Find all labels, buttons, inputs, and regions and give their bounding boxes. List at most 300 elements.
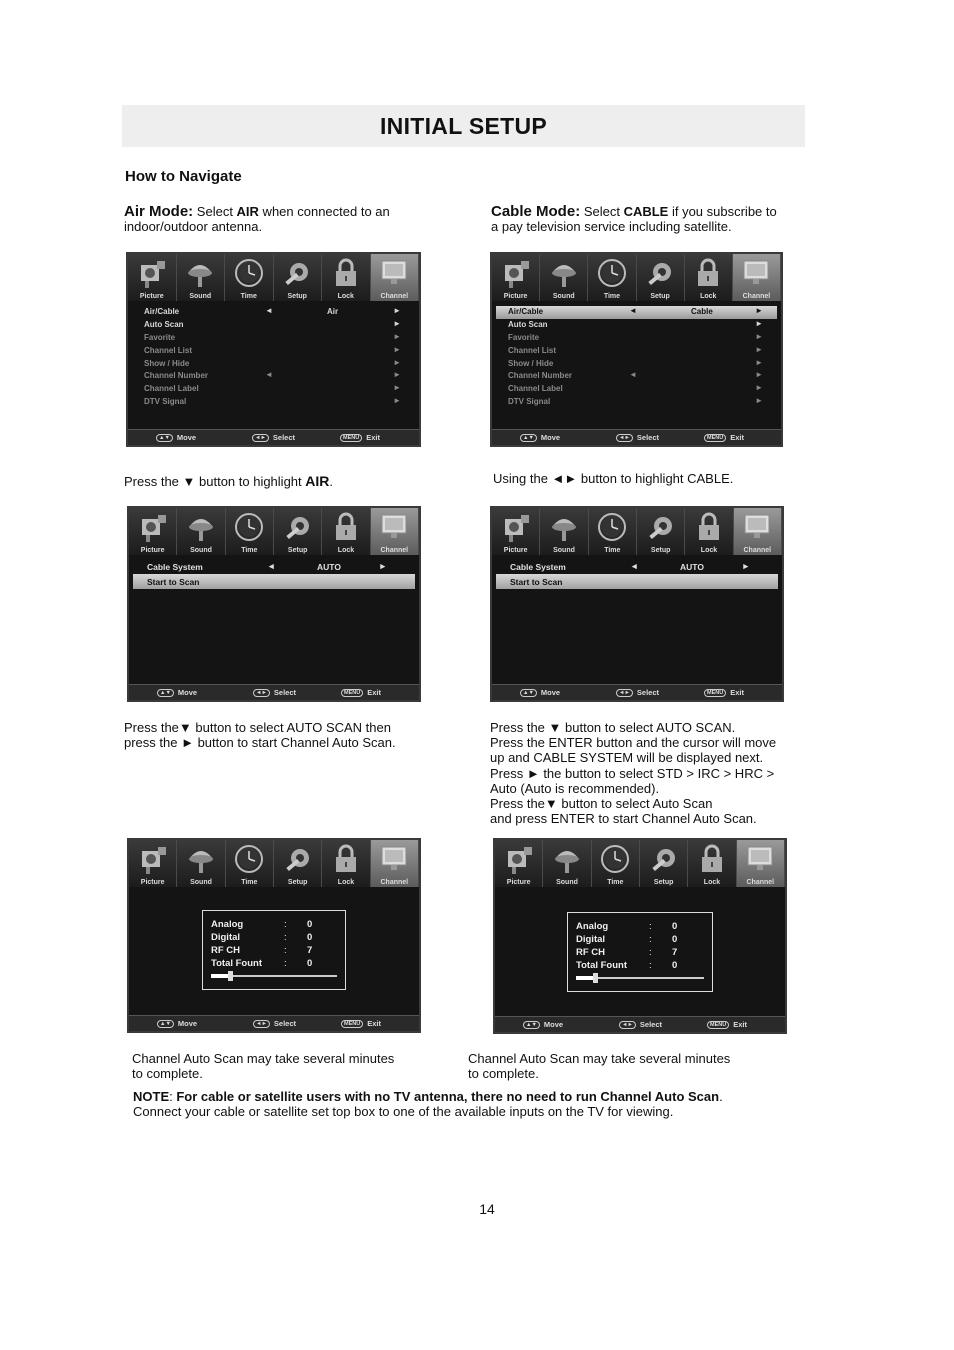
menu-item-channel-number[interactable]	[132, 370, 415, 383]
arrow-right-icon[interactable]: ►	[378, 561, 387, 571]
footer-select	[252, 433, 295, 442]
tab-setup[interactable]	[274, 254, 323, 301]
footer-exit-key-icon: MENU	[341, 1020, 363, 1028]
footer-exit	[340, 433, 380, 442]
tab-label: Setup	[287, 293, 307, 300]
time-icon	[234, 257, 264, 289]
tv-screen-air-scan-setup	[127, 506, 421, 702]
separator: :	[284, 932, 287, 943]
scan-status-value: 0	[672, 960, 678, 971]
cable-step2-line: Press the▼ button to select Auto Scan	[490, 796, 713, 812]
tab-label: Setup	[287, 879, 308, 886]
arrow-right-icon[interactable]: ►	[393, 331, 401, 341]
scan-status-box	[567, 912, 713, 992]
arrow-right-icon[interactable]: ►	[755, 344, 763, 354]
tab-lock[interactable]	[322, 840, 370, 887]
air-step3-caption: Channel Auto Scan may take several minutes to complete.	[132, 1051, 395, 1082]
menu-item-dtv-signal[interactable]	[132, 396, 415, 409]
tab-time[interactable]	[225, 254, 274, 301]
arrow-right-icon[interactable]: ►	[393, 396, 401, 406]
time-icon	[234, 511, 264, 543]
menu-item-label: DTV Signal	[508, 397, 551, 407]
picture-icon	[138, 843, 168, 875]
footer-select-label: Select	[636, 433, 659, 442]
footer-move-key-icon: ▲▼	[157, 1020, 174, 1028]
tab-channel[interactable]	[734, 508, 782, 555]
footer-select	[619, 1020, 662, 1029]
scan-status-box	[202, 910, 346, 990]
footer-exit-key-icon: MENU	[341, 689, 363, 697]
menu-item-channel-label[interactable]	[496, 383, 777, 396]
tab-setup[interactable]	[640, 840, 688, 887]
tab-setup[interactable]	[637, 254, 685, 301]
scan-status-value: 0	[307, 932, 313, 943]
tab-picture[interactable]	[492, 254, 540, 301]
arrow-left-icon[interactable]: ◄	[629, 370, 637, 380]
tab-setup[interactable]	[274, 840, 322, 887]
scan-status-value: 0	[307, 958, 313, 969]
tab-label: Sound	[189, 293, 212, 300]
air-mode-intro: Air Mode: Select AIR when connected to an indoor/outdoor antenna.	[124, 203, 390, 235]
menu-item-value: AUTO	[680, 562, 704, 572]
menu-item-label: Favorite	[508, 332, 540, 342]
arrow-right-icon[interactable]: ►	[755, 383, 763, 393]
scan-status-analog	[576, 921, 696, 933]
tab-picture[interactable]	[492, 508, 540, 555]
tv-footer	[492, 429, 781, 445]
sound-icon	[549, 257, 579, 289]
scan-status-analog	[211, 919, 331, 931]
lock-icon	[693, 257, 723, 289]
picture-icon	[138, 511, 168, 543]
tab-label: Setup	[287, 547, 308, 554]
tab-label: Sound	[556, 879, 578, 886]
note-label: NOTE	[133, 1089, 170, 1104]
tab-label: Time	[607, 879, 624, 886]
footer-exit-label: Exit	[367, 1019, 381, 1028]
tab-label: Setup	[650, 547, 671, 554]
cable-step3-caption: Channel Auto Scan may take several minutes to complete.	[468, 1051, 731, 1082]
tab-label: Lock	[337, 293, 354, 300]
menu-item-label: Channel Number	[508, 371, 573, 381]
tab-label: Picture	[503, 547, 528, 554]
channel-icon	[741, 257, 771, 289]
scan-status-rf-ch	[211, 945, 331, 957]
menu-item-channel-list[interactable]	[496, 345, 777, 358]
time-icon	[597, 257, 627, 289]
tv-menu-iconbar	[129, 840, 419, 887]
tab-time[interactable]	[226, 840, 274, 887]
footer-move-label: Move	[543, 1020, 564, 1029]
footer-move-key-icon: ▲▼	[520, 689, 537, 697]
footer-exit-key-icon: MENU	[340, 434, 362, 442]
arrow-right-icon[interactable]: ►	[393, 306, 401, 315]
tab-label: Channel	[380, 547, 409, 554]
tv-footer	[128, 429, 419, 445]
tab-label: Channel	[380, 293, 409, 300]
tab-picture[interactable]	[129, 508, 177, 555]
tv-screen-air-scanning	[127, 838, 421, 1033]
picture-icon	[501, 257, 531, 289]
tab-time[interactable]	[589, 508, 637, 555]
menu-item-label: Channel Label	[508, 384, 563, 394]
tv-menu-iconbar	[128, 254, 419, 301]
tv-screen-air-channel-menu	[126, 252, 421, 447]
cable-step2-line: up and CABLE SYSTEM will be displayed next.	[490, 750, 764, 766]
tab-lock[interactable]	[685, 254, 733, 301]
tab-sound[interactable]	[540, 508, 588, 555]
tab-label: Sound	[552, 293, 575, 300]
arrow-right-icon[interactable]: ►	[741, 561, 750, 571]
menu-item-channel-label[interactable]	[132, 383, 415, 396]
menu-item-start-to-scan[interactable]	[133, 574, 415, 589]
channel-icon	[379, 511, 409, 543]
footer-exit-key-icon: MENU	[704, 689, 726, 697]
cable-mode-intro: Cable Mode: Select CABLE if you subscribe to a pay television service including satellite.	[491, 203, 777, 235]
footer-move-key-icon: ▲▼	[156, 434, 173, 442]
menu-item-label: Show / Hide	[508, 358, 554, 368]
tab-setup[interactable]	[637, 508, 685, 555]
menu-item-label: Cable System	[147, 562, 203, 572]
arrow-right-icon[interactable]: ►	[755, 331, 763, 341]
footer-exit-label: Exit	[367, 688, 381, 697]
tab-label: Channel	[380, 879, 409, 886]
picture-icon	[137, 257, 167, 289]
tab-picture[interactable]	[129, 840, 177, 887]
tab-label: Time	[241, 547, 258, 554]
menu-item-favorite[interactable]	[132, 332, 415, 345]
air-step2-caption: Press the▼ button to select AUTO SCAN then press the ► button to start Channel Auto Scan.	[124, 720, 396, 751]
scan-status-label: Total Fount	[211, 958, 263, 969]
menu-item-channel-number[interactable]	[496, 370, 777, 383]
tab-lock[interactable]	[685, 508, 733, 555]
scan-status-rf-ch	[576, 947, 696, 959]
footer-move-key-icon: ▲▼	[520, 434, 537, 442]
tab-label: Picture	[503, 293, 528, 300]
picture-icon	[501, 511, 531, 543]
scan-status-label: Total Fount	[576, 960, 628, 971]
footer-exit	[704, 433, 744, 442]
tab-label: Lock	[700, 293, 717, 300]
menu-item-label: Channel List	[144, 345, 193, 355]
tab-label: Lock	[337, 879, 355, 886]
arrow-left-icon[interactable]: ◄	[629, 306, 637, 315]
channel-icon	[379, 843, 409, 875]
menu-item-label: Start to Scan	[510, 577, 563, 587]
footer-select-key-icon: ◄►	[616, 689, 633, 697]
scan-setup-menu-air	[133, 559, 415, 589]
tab-label: Lock	[703, 879, 721, 886]
tv-menu-iconbar	[495, 840, 785, 887]
tab-setup[interactable]	[274, 508, 322, 555]
tab-sound[interactable]	[177, 254, 226, 301]
scan-status-total-fount	[211, 958, 331, 970]
footer-exit-label: Exit	[733, 1020, 747, 1029]
tv-menu-iconbar	[129, 508, 419, 555]
cable-step2-caption	[490, 720, 820, 826]
separator: :	[649, 947, 652, 958]
footer-exit-key-icon: MENU	[704, 434, 726, 442]
tab-label: Channel	[746, 879, 775, 886]
tab-label: Time	[604, 547, 621, 554]
scan-progress-bar	[576, 977, 704, 979]
cable-step2-line: Press the ENTER button and the cursor will move	[490, 735, 777, 751]
footer-move	[156, 433, 196, 442]
tab-lock[interactable]	[688, 840, 736, 887]
menu-item-show-hide[interactable]	[496, 358, 777, 371]
tv-screen-cable-channel-menu	[490, 252, 783, 447]
menu-item-label: Show / Hide	[144, 358, 190, 368]
footer-move-label: Move	[176, 433, 197, 442]
tab-sound[interactable]	[177, 508, 225, 555]
tab-picture[interactable]	[495, 840, 543, 887]
tv-menu-iconbar	[492, 508, 782, 555]
lock-icon	[331, 511, 361, 543]
tab-label: Setup	[653, 879, 674, 886]
separator: :	[649, 921, 652, 932]
menu-item-label: Start to Scan	[147, 577, 200, 587]
menu-item-label: Channel List	[508, 345, 557, 355]
scan-status-value: 0	[307, 919, 313, 930]
menu-item-label: Channel Label	[144, 384, 199, 394]
menu-item-label: Favorite	[144, 332, 176, 342]
tab-lock[interactable]	[322, 508, 370, 555]
tab-channel[interactable]	[371, 840, 419, 887]
menu-item-label: Auto Scan	[508, 319, 548, 329]
channel-icon	[742, 511, 772, 543]
tab-label: Picture	[506, 879, 531, 886]
menu-item-cable-system[interactable]	[496, 559, 778, 574]
menu-item-label: Air/Cable	[144, 307, 180, 316]
tab-label: Channel	[742, 293, 771, 300]
arrow-left-icon[interactable]: ◄	[267, 561, 276, 571]
footer-select-label: Select	[272, 433, 295, 442]
note-line2: Connect your cable or satellite set top box to one of the available inputs on the TV for viewing.	[133, 1104, 674, 1120]
separator: :	[649, 934, 652, 945]
lock-icon	[331, 257, 361, 289]
tab-label: Channel	[743, 547, 772, 554]
tab-picture[interactable]	[128, 254, 177, 301]
note-bold-text: For cable or satellite users with no TV antenna, there no need to run Channel Auto Scan	[176, 1089, 720, 1104]
setup-icon	[283, 843, 313, 875]
arrow-left-icon[interactable]: ◄	[265, 306, 273, 315]
sound-icon	[549, 511, 579, 543]
setup-icon	[646, 511, 676, 543]
footer-select	[616, 433, 659, 442]
footer-select	[616, 688, 659, 697]
scan-status-label: Analog	[576, 921, 609, 932]
arrow-right-icon[interactable]: ►	[755, 318, 763, 328]
scan-status-value: 0	[672, 934, 678, 945]
tv-screen-cable-scanning	[493, 838, 787, 1034]
channel-menu-cable	[496, 306, 777, 409]
channel-menu-air	[132, 306, 415, 409]
tab-sound[interactable]	[177, 840, 225, 887]
time-icon	[597, 511, 627, 543]
arrow-left-icon[interactable]: ◄	[265, 370, 273, 380]
scan-status-label: RF CH	[576, 947, 606, 958]
tab-time[interactable]	[226, 508, 274, 555]
menu-item-label: Cable System	[510, 562, 566, 572]
tab-channel[interactable]	[737, 840, 785, 887]
footer-exit	[707, 1020, 747, 1029]
scan-status-digital	[211, 932, 331, 944]
tab-channel[interactable]	[371, 254, 420, 301]
cable-step2-line: Auto (Auto is recommended).	[490, 780, 660, 796]
separator: :	[284, 919, 287, 930]
separator: :	[284, 958, 287, 969]
arrow-right-icon[interactable]: ►	[393, 357, 401, 367]
arrow-right-icon[interactable]: ►	[393, 318, 401, 328]
tab-time[interactable]	[592, 840, 640, 887]
arrow-right-icon[interactable]: ►	[393, 370, 401, 380]
tab-sound[interactable]	[543, 840, 591, 887]
arrow-right-icon[interactable]: ►	[393, 344, 401, 354]
scan-status-value: 7	[672, 947, 678, 958]
menu-item-auto-scan[interactable]	[132, 319, 415, 332]
footer-move-label: Move	[540, 688, 561, 697]
footer-select-key-icon: ◄►	[619, 1021, 636, 1029]
menu-item-value: Cable	[691, 307, 713, 316]
sound-icon	[185, 257, 215, 289]
menu-item-cable-system[interactable]	[133, 559, 415, 574]
footer-move-label: Move	[177, 688, 198, 697]
arrow-left-icon[interactable]: ◄	[630, 561, 639, 571]
footer-select	[253, 688, 296, 697]
scan-progress-bar	[211, 975, 337, 977]
arrow-right-icon[interactable]: ►	[393, 383, 401, 393]
tab-label: Picture	[140, 547, 165, 554]
footer-select-label: Select	[273, 688, 296, 697]
separator: :	[284, 945, 287, 956]
arrow-right-icon[interactable]: ►	[755, 396, 763, 406]
tab-channel[interactable]	[733, 254, 781, 301]
footer-move	[520, 433, 560, 442]
sound-icon	[186, 511, 216, 543]
scan-status-label: Digital	[576, 934, 606, 945]
tab-label: Time	[241, 879, 258, 886]
footer-select-label: Select	[639, 1020, 662, 1029]
tab-label: Lock	[700, 547, 718, 554]
footer-move	[523, 1020, 563, 1029]
tab-lock[interactable]	[322, 254, 371, 301]
separator: :	[649, 960, 652, 971]
scan-status-label: Analog	[211, 919, 244, 930]
footer-select-key-icon: ◄►	[252, 434, 269, 442]
tv-footer	[492, 684, 782, 700]
footer-exit	[341, 1019, 381, 1028]
air-mode-title: Air Mode	[124, 203, 189, 220]
scan-status-value: 0	[672, 921, 678, 932]
tab-time[interactable]	[588, 254, 636, 301]
arrow-right-icon[interactable]: ►	[755, 306, 763, 315]
tab-channel[interactable]	[371, 508, 419, 555]
tv-footer	[495, 1016, 785, 1032]
menu-item-dtv-signal[interactable]	[496, 396, 777, 409]
section-heading: How to Navigate	[125, 168, 242, 185]
note-block: NOTE: For cable or satellite users with no TV antenna, there no need to run Channel Auto Scan. Connect your cable or satellite set top box to one of the available inputs on the TV for viewing.	[133, 1089, 793, 1119]
lock-icon	[331, 843, 361, 875]
time-icon	[600, 843, 630, 875]
page-title: INITIAL SETUP	[379, 113, 548, 139]
footer-exit-label: Exit	[730, 688, 744, 697]
footer-exit	[704, 688, 744, 697]
menu-item-auto-scan[interactable]	[496, 319, 777, 332]
setup-icon	[283, 511, 313, 543]
tab-label: Picture	[140, 879, 165, 886]
footer-select-key-icon: ◄►	[616, 434, 633, 442]
menu-item-channel-list[interactable]	[132, 345, 415, 358]
menu-item-label: DTV Signal	[144, 397, 187, 407]
tv-footer	[129, 1015, 419, 1031]
cable-step2-line: Press the ▼ button to select AUTO SCAN.	[490, 720, 736, 735]
menu-item-label: Channel Number	[144, 371, 209, 381]
footer-move-label: Move	[177, 1019, 198, 1028]
scan-progress-knob	[228, 971, 233, 981]
tab-label: Sound	[190, 879, 212, 886]
tab-sound[interactable]	[540, 254, 588, 301]
footer-select-label: Select	[636, 688, 659, 697]
scan-status-total-fount	[576, 960, 696, 972]
tv-menu-iconbar	[492, 254, 781, 301]
time-icon	[234, 843, 264, 875]
scan-status-label: RF CH	[211, 945, 241, 956]
menu-item-air-cable[interactable]	[496, 306, 777, 319]
menu-item-value: Air	[327, 307, 339, 316]
scan-progress-knob	[593, 973, 598, 983]
menu-item-favorite[interactable]	[496, 332, 777, 345]
tab-label: Lock	[337, 547, 355, 554]
scan-status-label: Digital	[211, 932, 241, 943]
footer-exit-key-icon: MENU	[707, 1021, 729, 1029]
arrow-right-icon[interactable]: ►	[755, 357, 763, 367]
footer-select-key-icon: ◄►	[253, 689, 270, 697]
menu-item-show-hide[interactable]	[132, 358, 415, 371]
footer-move-label: Move	[540, 433, 561, 442]
footer-select	[253, 1019, 296, 1028]
cable-step1-caption: Using the ◄► button to highlight CABLE.	[493, 471, 734, 486]
channel-icon	[745, 843, 775, 875]
menu-item-value: AUTO	[317, 562, 341, 572]
menu-item-start-to-scan[interactable]	[496, 574, 778, 589]
picture-icon	[504, 843, 534, 875]
menu-item-label: Auto Scan	[144, 319, 184, 329]
footer-select-key-icon: ◄►	[253, 1020, 270, 1028]
footer-exit-label: Exit	[366, 433, 380, 442]
tab-label: Time	[603, 293, 621, 300]
footer-move-key-icon: ▲▼	[157, 689, 174, 697]
tab-label: Sound	[190, 547, 212, 554]
tab-label: Sound	[553, 547, 575, 554]
footer-move	[157, 688, 197, 697]
air-step1-caption: Press the ▼ button to highlight AIR.	[124, 473, 334, 489]
footer-move-key-icon: ▲▼	[523, 1021, 540, 1029]
cable-step2-line: Press ► the button to select STD > IRC > HRC >	[490, 765, 775, 781]
sound-icon	[186, 843, 216, 875]
cable-step2-line: and press ENTER to start Channel Auto Scan.	[490, 811, 757, 827]
scan-status-digital	[576, 934, 696, 946]
footer-exit	[341, 688, 381, 697]
menu-item-air-cable[interactable]	[132, 306, 415, 319]
footer-select-label: Select	[273, 1019, 296, 1028]
tv-screen-cable-scan-setup	[490, 506, 784, 702]
page-number: 14	[479, 1201, 495, 1217]
arrow-right-icon[interactable]: ►	[755, 370, 763, 380]
tab-label: Setup	[650, 293, 670, 300]
title-banner	[122, 105, 805, 147]
footer-move	[157, 1019, 197, 1028]
channel-icon	[379, 257, 409, 289]
